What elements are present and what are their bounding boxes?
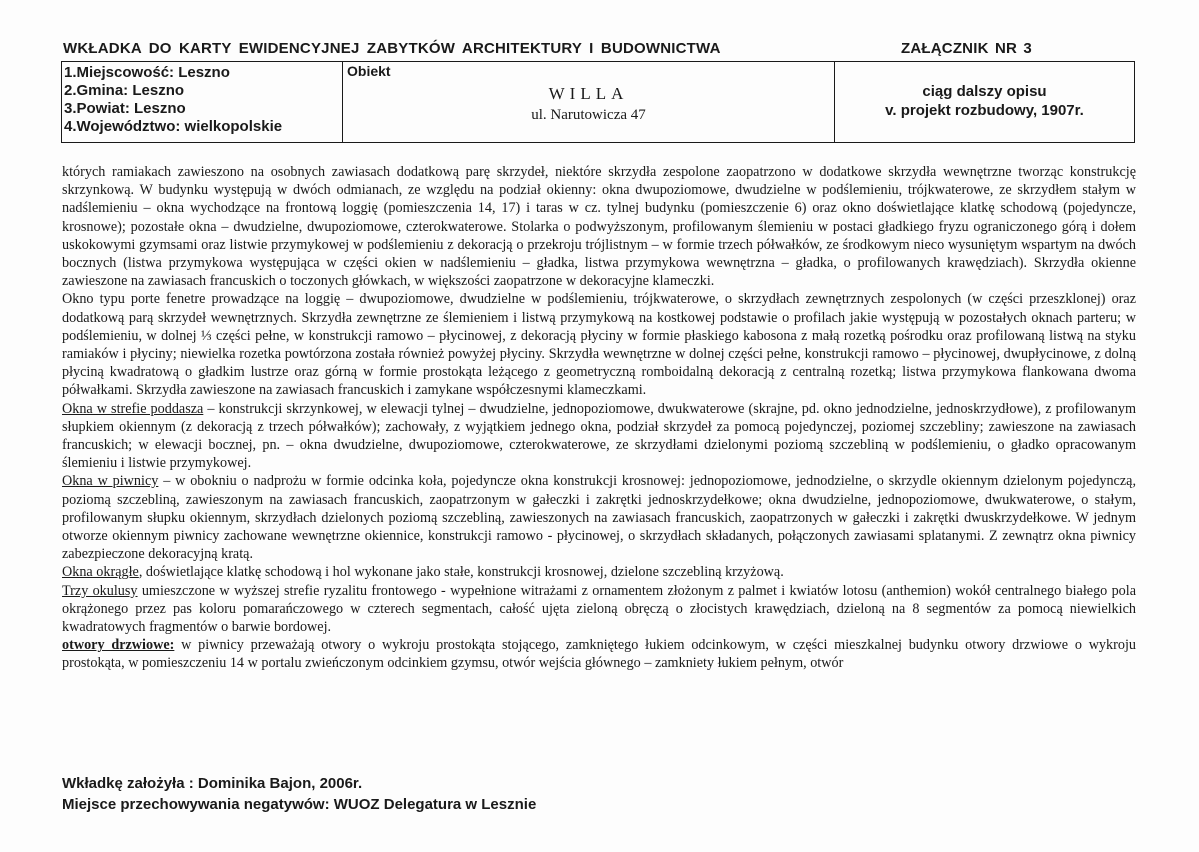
location-voivodeship: 4.Województwo: wielkopolskie: [64, 118, 283, 135]
paragraph-windows-general: których ramiakach zawieszono na osobnych zawiasach dodatkową parę skrzydeł, niektóre skrzydła zespolone zaopatrzono w dodatkowe skrzydła wewnętrzne tworząc konstrukcję skrzynkową. W budynku występują w dwóch odmianach, ze względu na podział okienny: okna dwupoziomowe, dwudzielne w podślemieniu, trójkwaterowe, ze skrzydłem stałym w nadślemieniu – okna wychodzące na frontową loggię (pomieszczenia 14, 17) i taras w cz. tylnej budynku (pomieszczenie 6) oraz okno doświetlające klatkę schodową (pojedyncze, krosnowe); pozostałe okna – dwudzielne, dwupoziomowe, czterokwaterowe. Stolarka o podwyższonym, profilowanym ślemieniu w postaci gładkiego fryzu ograniczonego górą i dołem uskokowymi gzymsami oraz listwie przymykowej w podślemieniu z dekoracją o przekroju trójlistnym – w formie trzech półwałków, ze środkowym nieco wysuniętym wspartym na dwóch bocznych (listwa przymykowa występująca w części okien w nadślemieniu – gładka, listwa przymykowa wewnętrzna – gładka, o profilowanych krawędziach). Skrzydła okienne zawieszone na zawiasach francuskich o toczonych główkach, w większości zaopatrzone w dekoracyjne klameczki.: [62, 164, 1136, 290]
location-cell: [62, 62, 343, 143]
oculi-text: umieszczone w wyższej strefie ryzalitu frontowego - wypełnione witrażami z ornamentem złożonym z palmet i kwiatów lotosu (anthemion) wokół centralnego białego pola okrążonego przez pas koloru pomarańczowego w czterech segmentach, całość ujęta zieloną obręczą o złocistych krawędziach, dzieloną na 8 segmentów za pomocą niewielkich kwadratowych fragmentów o barwie bordowej.: [62, 582, 1137, 636]
object-address: ul. Narutowicza 47: [531, 107, 646, 123]
basement-windows-heading: Okna w piwnicy: [62, 473, 159, 490]
paragraph-round-windows: [62, 563, 1136, 581]
basement-windows-text: – w obokniu o nadprożu w formie odcinka koła, pojedyncze okna konstrukcji krosnowej: jednopoziomowe, jednodzielne, o skrzydle okiennym dzielonym pojedynczą, poziomą szczebliną, zawieszonym na zawiasach francuskich, zaopatrzonym w gałeczki i zakrętki jednoskrzydełkowe; okna dwudzielne, jednopoziomowe, dwukwaterowe, o stałym, profilowanym słupku okiennym, skrzydłach dzielonych poziomą szczebliną, zawieszonych na zawiasach francuskich, zaopatrzonych w gałeczki i zakrętki dwuskrzydełkowe. W jednym otworze okiennym piwnicy zachowane wewnętrzne okiennice, konstrukcji ramowo - płycinowej, o skrzydłach składanych, połączonych zawiasami splatanymi. Z zewnątrz okna piwnicy zabezpieczone dekoracyjną kratą.: [62, 473, 1136, 563]
location-town: 1.Miejscowość: Leszno: [64, 64, 230, 81]
paragraph-oculi: [62, 582, 1136, 637]
paragraph-basement-windows: [62, 472, 1136, 563]
location-county: 3.Powiat: Leszno: [64, 100, 186, 117]
document-title-bar: [63, 40, 1133, 60]
footer-negatives-location: Miejsce przechowywania negatywów: WUOZ Delegatura w Lesznie: [62, 796, 537, 813]
round-windows-text: , doświetlające klatkę schodową i hol wykonane jako stałe, konstrukcji krosnowej, dzielone szczebliną krzyżową.: [138, 564, 784, 581]
paragraph-attic-windows: [62, 400, 1136, 473]
round-windows-heading: Okna okrągłe: [62, 564, 139, 581]
continuation-line-1: ciąg dalszy opisu: [922, 83, 1047, 100]
continuation-line-2: v. projekt rozbudowy, 1907r.: [885, 102, 1084, 119]
object-cell: [343, 62, 835, 143]
description-body: [62, 163, 1136, 673]
continuation-cell: [835, 62, 1135, 143]
object-name: WILLA: [548, 84, 629, 103]
paragraph-door-openings: [62, 636, 1136, 672]
footer-author: Wkładkę założyła : Dominika Bajon, 2006r.: [62, 775, 363, 792]
header-table: [61, 61, 1135, 143]
attic-windows-heading: Okna w strefie poddasza: [62, 400, 204, 417]
document-title: WKŁADKA DO KARTY EWIDENCYJNEJ ZABYTKÓW ARCHITEKTURY I BUDOWNICTWA: [63, 40, 721, 57]
attachment-number: ZAŁĄCZNIK NR 3: [901, 40, 1032, 57]
door-openings-text: w piwnicy przeważają otwory o wykroju prostokąta stojącego, zamkniętego łukiem odcinkowym, w części mieszkalnej budynku otwory drzwiowe o wykroju prostokąta, w pomieszczeniu 14 w portalu zwieńczonym odcinkiem gzymsu, otwór wejścia głównego – zamkniety łukiem pełnym, otwór: [62, 637, 1136, 672]
footer: [62, 773, 536, 815]
attic-windows-text: – konstrukcji skrzynkowej, w elewacji tylnej – dwudzielne, jednopoziomowe, dwukwaterowe (skrajne, pd. okno jednodzielne, jednoskrzydłowe), z profilowanym słupkiem okiennym (z dekoracją z trzech półwałków); zachowały, z wyjątkiem jednego okna, podział skrzydeł za pomocą pojedynczej, poziomej szczebliny; zawieszone na zawiasach francuskich; w elewacji bocznej, pn. – okna dwudzielne, dwupoziomowe, czterokwaterowe, ze skrzydłami dzielonymi poziomą szczebliną w podślemieniu, o gładko opracowanym ślemieniu i listwie przymykowej.: [62, 400, 1136, 472]
object-label: Obiekt: [347, 63, 391, 79]
location-commune: 2.Gmina: Leszno: [64, 82, 185, 99]
door-openings-heading: otwory drzwiowe:: [62, 637, 175, 654]
paragraph-porte-fenetre: Okno typu porte fenetre prowadzące na loggię – dwupoziomowe, dwudzielne w podślemieniu, trójkwaterowe, o skrzydłach zewnętrznych zespolonych (w części przeszklonej) oraz dodatkową parą skrzydeł wewnętrznych. Skrzydła zewnętrzne ze ślemieniem i listwą przymykową na kostkowej podstawie o profilach jakie występują w pozostałych oknach parteru; w podślemieniu, w dolnej ⅓ części pełne, w konstrukcji ramowo – płycinowej, z dekoracją płyciny w formie płaskiego kabosona z małą rozetką pośrodku oraz profilowaną listwą na styku ramiaków i płyciny; niewielka rozetka powtórzona została również powyżej płyciny. Skrzydła wewnętrzne w dolnej części pełne, konstrukcji ramowo – płycinowej, dwupłycinowe, z dolną płyciną kwadratową o gładkim lustrze oraz górną w formie prostokąta leżącego z geometryczną romboidalną dekoracją z centralną rozetką; listwa przymykowa flankowana dwoma półwałkami. Skrzydła zawieszone na zawiasach francuskich i zamykane współczesnymi klameczkami.: [62, 291, 1136, 399]
oculi-heading: Trzy okulusy: [62, 582, 138, 599]
